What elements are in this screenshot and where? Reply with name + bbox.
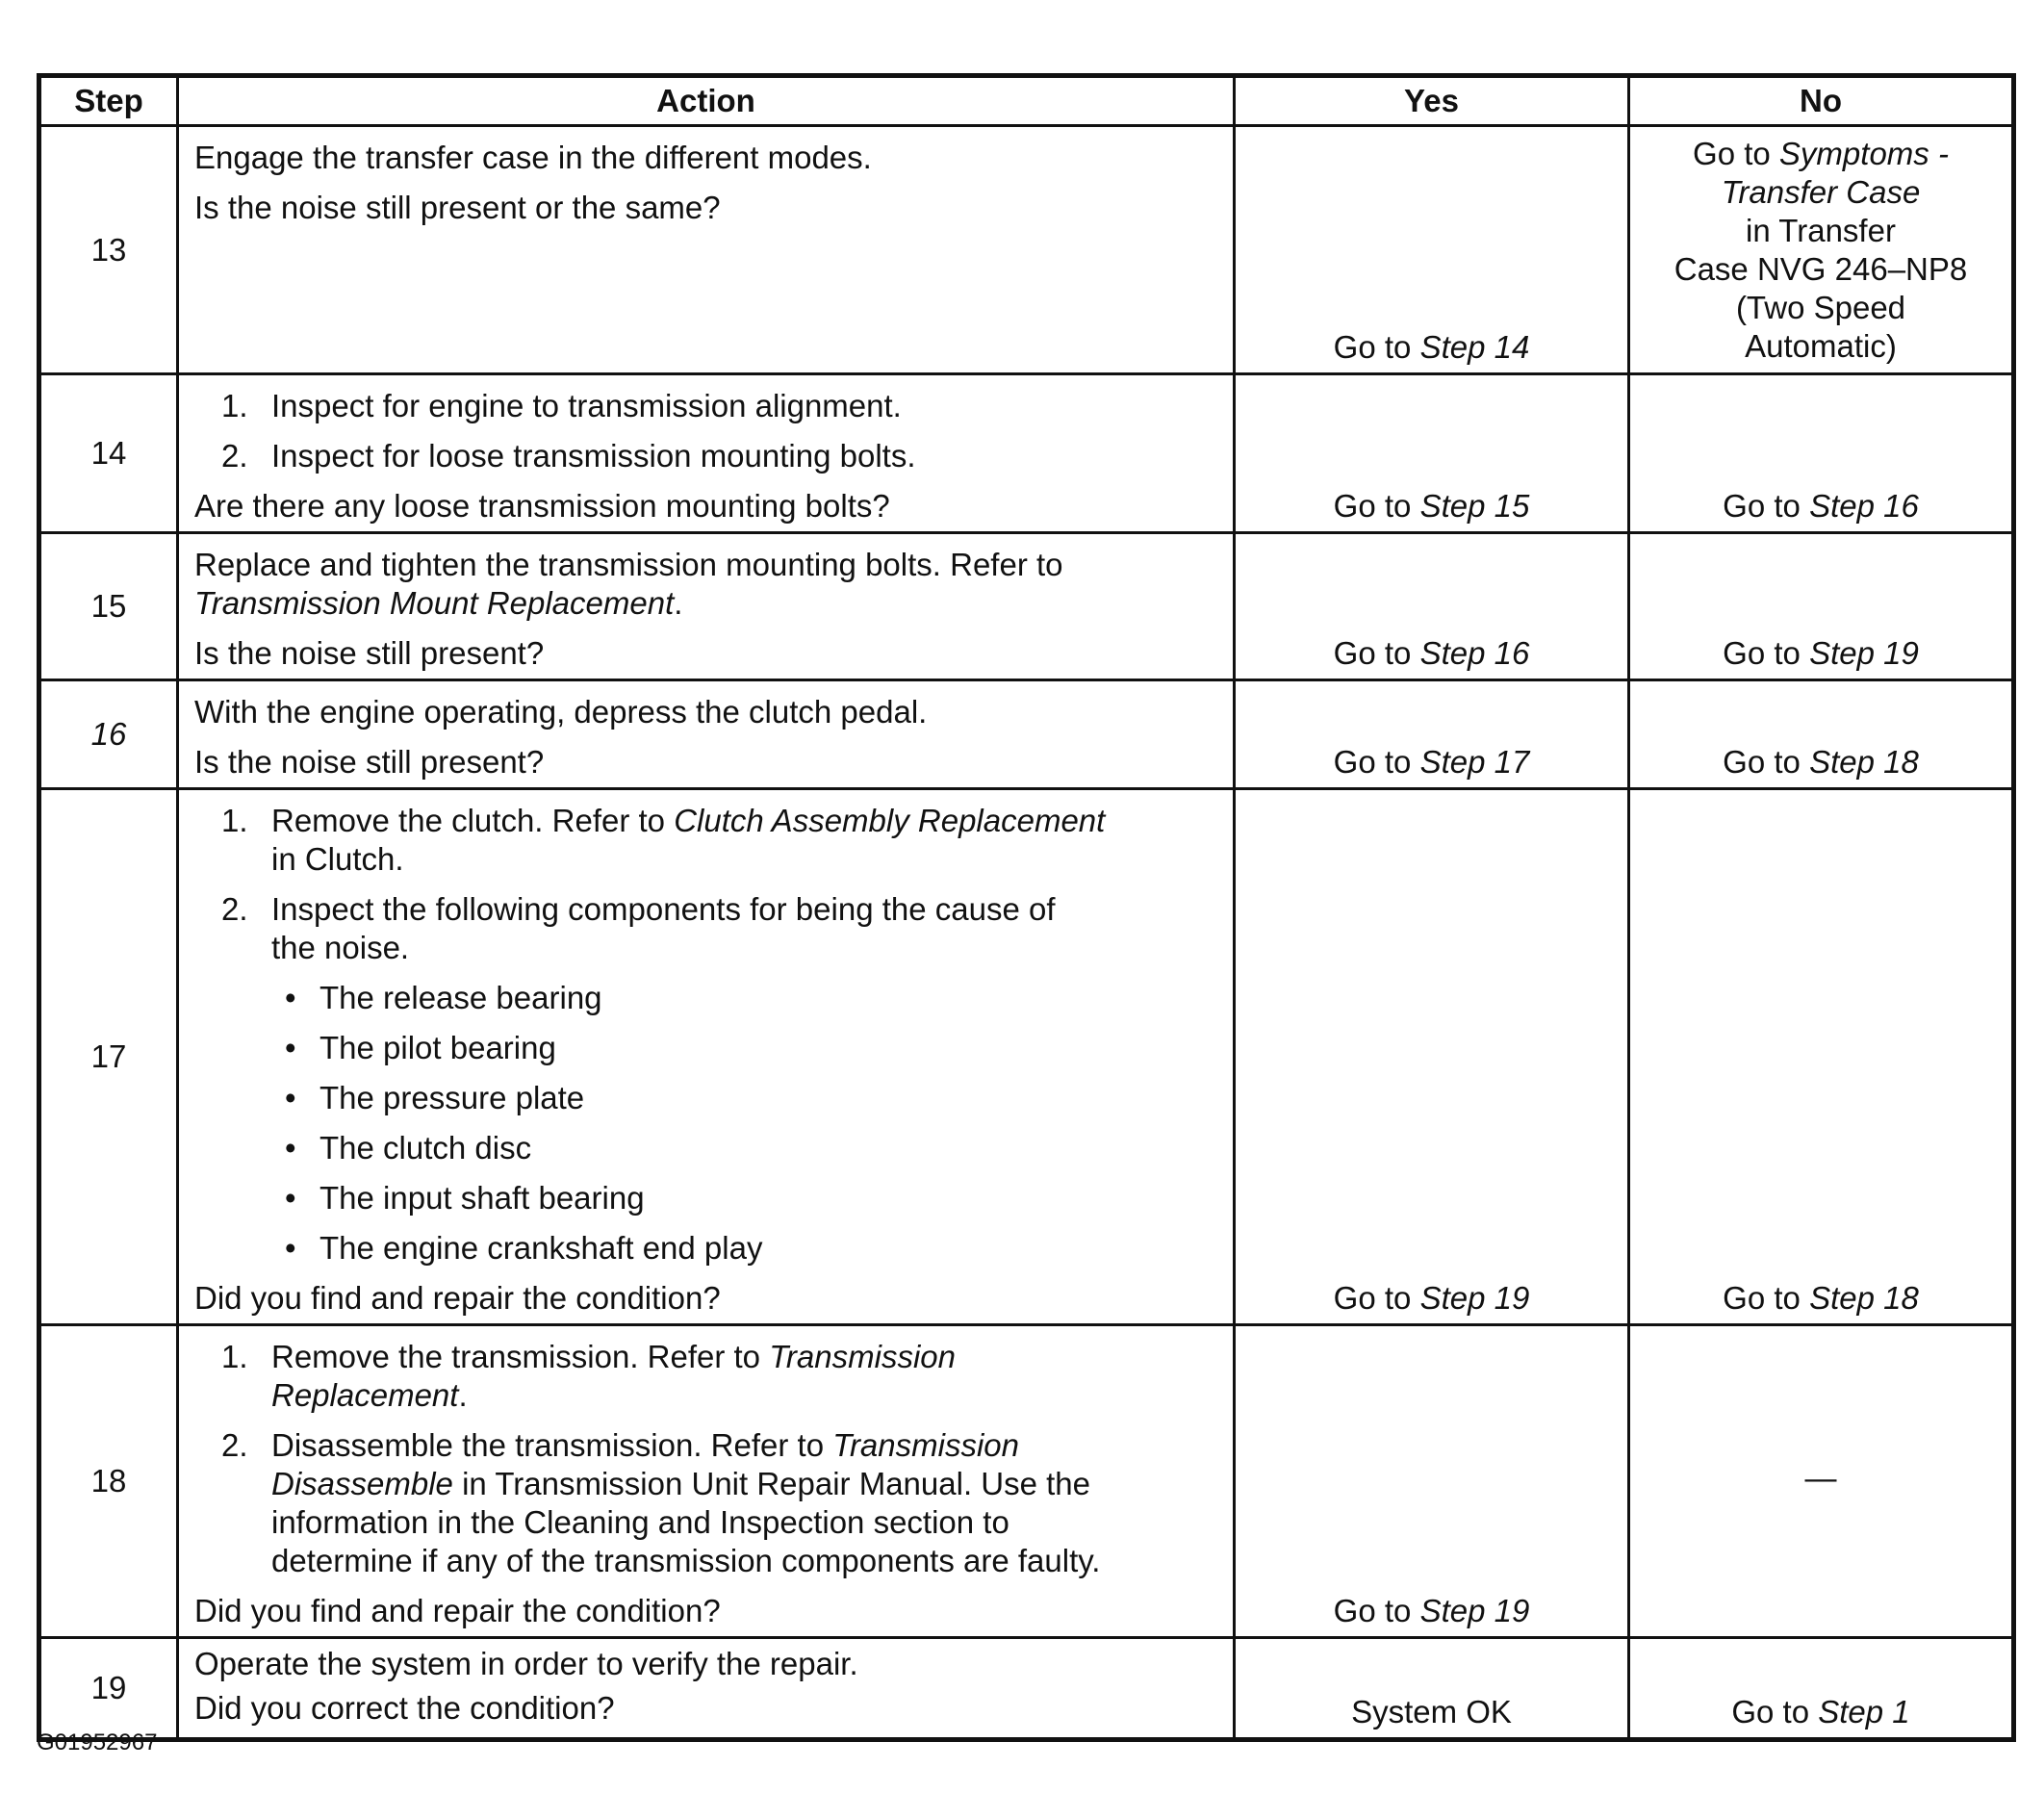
bullet-icon: • [285, 1080, 296, 1115]
step-link[interactable]: Step 16 [1809, 488, 1919, 524]
no-prefix: Go to [1723, 1280, 1810, 1316]
step-link[interactable]: Step 18 [1809, 1280, 1919, 1316]
action-cell [178, 1638, 1235, 1740]
bullet-text: The clutch disc [319, 1130, 532, 1166]
action-text: Operate the system in order to verify the repair. [194, 1646, 858, 1681]
punctuation: . [458, 1377, 468, 1413]
list-item-text: Remove the transmission. Refer to [271, 1339, 770, 1374]
no-prefix: Go to [1693, 136, 1779, 171]
no-prefix: Go to [1723, 744, 1810, 780]
header-row [39, 76, 2014, 126]
yes-cell [1235, 680, 1629, 789]
table-row [39, 789, 2014, 1325]
step-number: 14 [39, 374, 178, 533]
step-number: 18 [39, 1325, 178, 1638]
list-item: Inspect for loose transmission mounting bolts. [271, 438, 916, 474]
no-text: (Two Speed [1735, 290, 1906, 325]
step-number: 16 [39, 680, 178, 789]
bullet-text: The input shaft bearing [319, 1180, 645, 1216]
header-yes: Yes [1235, 76, 1629, 126]
transmission-replacement-link[interactable]: Transmission [769, 1339, 956, 1374]
no-cell: — [1629, 1325, 2014, 1638]
no-prefix: Go to [1723, 488, 1810, 524]
yes-prefix: Go to [1333, 329, 1420, 365]
transmission-replacement-link[interactable]: Replacement [271, 1377, 459, 1413]
action-cell [178, 789, 1235, 1325]
no-text: Automatic) [1745, 328, 1897, 364]
step-link[interactable]: Step 19 [1809, 635, 1919, 671]
bullet-icon: • [285, 980, 296, 1015]
list-item: Inspect for engine to transmission alignment. [271, 388, 902, 423]
punctuation: . [674, 585, 683, 621]
no-cell [1629, 680, 2014, 789]
action-cell [178, 374, 1235, 533]
list-item-text: in Clutch. [271, 841, 404, 877]
table-row [39, 374, 2014, 533]
list-item-text: determine if any of the transmission components are faulty. [271, 1543, 1101, 1578]
action-text: With the engine operating, depress the clutch pedal. [194, 694, 928, 730]
list-number: 1. [221, 1339, 248, 1374]
table-row [39, 533, 2014, 680]
bullet-text: The pilot bearing [319, 1030, 556, 1065]
action-cell [178, 680, 1235, 789]
list-item-text: the noise. [271, 930, 410, 965]
step-link[interactable]: Step 19 [1419, 1280, 1530, 1316]
action-question: Did you correct the condition? [194, 1690, 615, 1726]
table-row [39, 680, 2014, 789]
list-item-text: in Transmission Unit Repair Manual. Use the [452, 1466, 1091, 1501]
list-item-text: Remove the clutch. Refer to [271, 803, 675, 838]
list-item-text: Inspect the following components for being the cause of [271, 891, 1056, 927]
yes-prefix: Go to [1333, 1280, 1420, 1316]
transmission-disassemble-link[interactable]: Transmission [832, 1427, 1019, 1463]
step-link[interactable]: Step 16 [1419, 635, 1530, 671]
bullet-icon: • [285, 1230, 296, 1266]
step-number: 17 [39, 789, 178, 1325]
yes-cell [1235, 533, 1629, 680]
action-cell [178, 126, 1235, 374]
yes-cell: System OK [1235, 1638, 1629, 1740]
list-item-text: information in the Cleaning and Inspection section to [271, 1504, 1009, 1540]
yes-cell [1235, 1325, 1629, 1638]
yes-cell [1235, 374, 1629, 533]
transmission-disassemble-link[interactable]: Disassemble [271, 1466, 453, 1501]
no-cell [1629, 533, 2014, 680]
step-link[interactable]: Step 18 [1809, 744, 1919, 780]
diagnostic-table [37, 73, 2016, 1742]
step-number: 15 [39, 533, 178, 680]
no-prefix: Go to [1731, 1694, 1819, 1729]
yes-prefix: Go to [1333, 1593, 1420, 1628]
no-text: in Transfer [1746, 213, 1896, 248]
no-cell [1629, 126, 2014, 374]
step-number: 19 [39, 1638, 178, 1740]
action-text: Replace and tighten the transmission mounting bolts. Refer to [194, 547, 1063, 582]
bullet-item [194, 1229, 1217, 1268]
list-number: 2. [221, 438, 248, 474]
bullet-item [194, 1179, 1217, 1217]
step-link[interactable]: Step 15 [1419, 488, 1530, 524]
no-cell [1629, 789, 2014, 1325]
action-cell [178, 533, 1235, 680]
figure-id: G01952967 [37, 1729, 158, 1755]
symptoms-link[interactable]: Symptoms - [1778, 136, 1949, 171]
list-number: 1. [221, 388, 248, 423]
bullet-text: The release bearing [319, 980, 602, 1015]
bullet-item [194, 1129, 1217, 1167]
step-link[interactable]: Step 14 [1419, 329, 1530, 365]
list-number: 1. [221, 803, 248, 838]
no-cell [1629, 1638, 2014, 1740]
bullet-text: The engine crankshaft end play [319, 1230, 763, 1266]
list-item-text: Disassemble the transmission. Refer to [271, 1427, 833, 1463]
yes-cell [1235, 789, 1629, 1325]
action-question: Are there any loose transmission mounting bolts? [194, 488, 890, 524]
yes-prefix: Go to [1333, 744, 1420, 780]
bullet-item [194, 979, 1217, 1017]
table-row [39, 126, 2014, 374]
action-cell [178, 1325, 1235, 1638]
action-question: Is the noise still present? [194, 635, 545, 671]
step-link[interactable]: Step 19 [1419, 1593, 1530, 1628]
step-number: 13 [39, 126, 178, 374]
step-link[interactable]: Step 17 [1419, 744, 1530, 780]
action-question: Did you find and repair the condition? [194, 1280, 721, 1316]
no-prefix: Go to [1723, 635, 1810, 671]
list-number: 2. [221, 891, 248, 927]
no-text: Case NVG 246–NP8 [1674, 251, 1968, 287]
transfer-case-link[interactable]: Transfer Case [1721, 174, 1921, 210]
bullet-item [194, 1079, 1217, 1117]
bullet-icon: • [285, 1180, 296, 1216]
header-step: Step [39, 76, 178, 126]
bullet-text: The pressure plate [319, 1080, 585, 1115]
list-number: 2. [221, 1427, 248, 1463]
table-row [39, 1638, 2014, 1740]
bullet-icon: • [285, 1030, 296, 1065]
yes-prefix: Go to [1333, 488, 1420, 524]
action-question: Did you find and repair the condition? [194, 1593, 721, 1628]
table-row [39, 1325, 2014, 1638]
no-cell [1629, 374, 2014, 533]
header-action: Action [178, 76, 1235, 126]
step-link[interactable]: Step 1 [1818, 1694, 1910, 1729]
bullet-icon: • [285, 1130, 296, 1166]
header-no: No [1629, 76, 2014, 126]
clutch-assembly-link[interactable]: Clutch Assembly Replacement [674, 803, 1106, 838]
mount-replacement-link[interactable]: Transmission Mount Replacement [194, 585, 675, 621]
bullet-item [194, 1029, 1217, 1067]
action-text: Engage the transfer case in the different modes. [194, 140, 872, 175]
yes-prefix: Go to [1333, 635, 1420, 671]
action-question: Is the noise still present? [194, 744, 545, 780]
yes-cell [1235, 126, 1629, 374]
action-question: Is the noise still present or the same? [194, 190, 721, 225]
